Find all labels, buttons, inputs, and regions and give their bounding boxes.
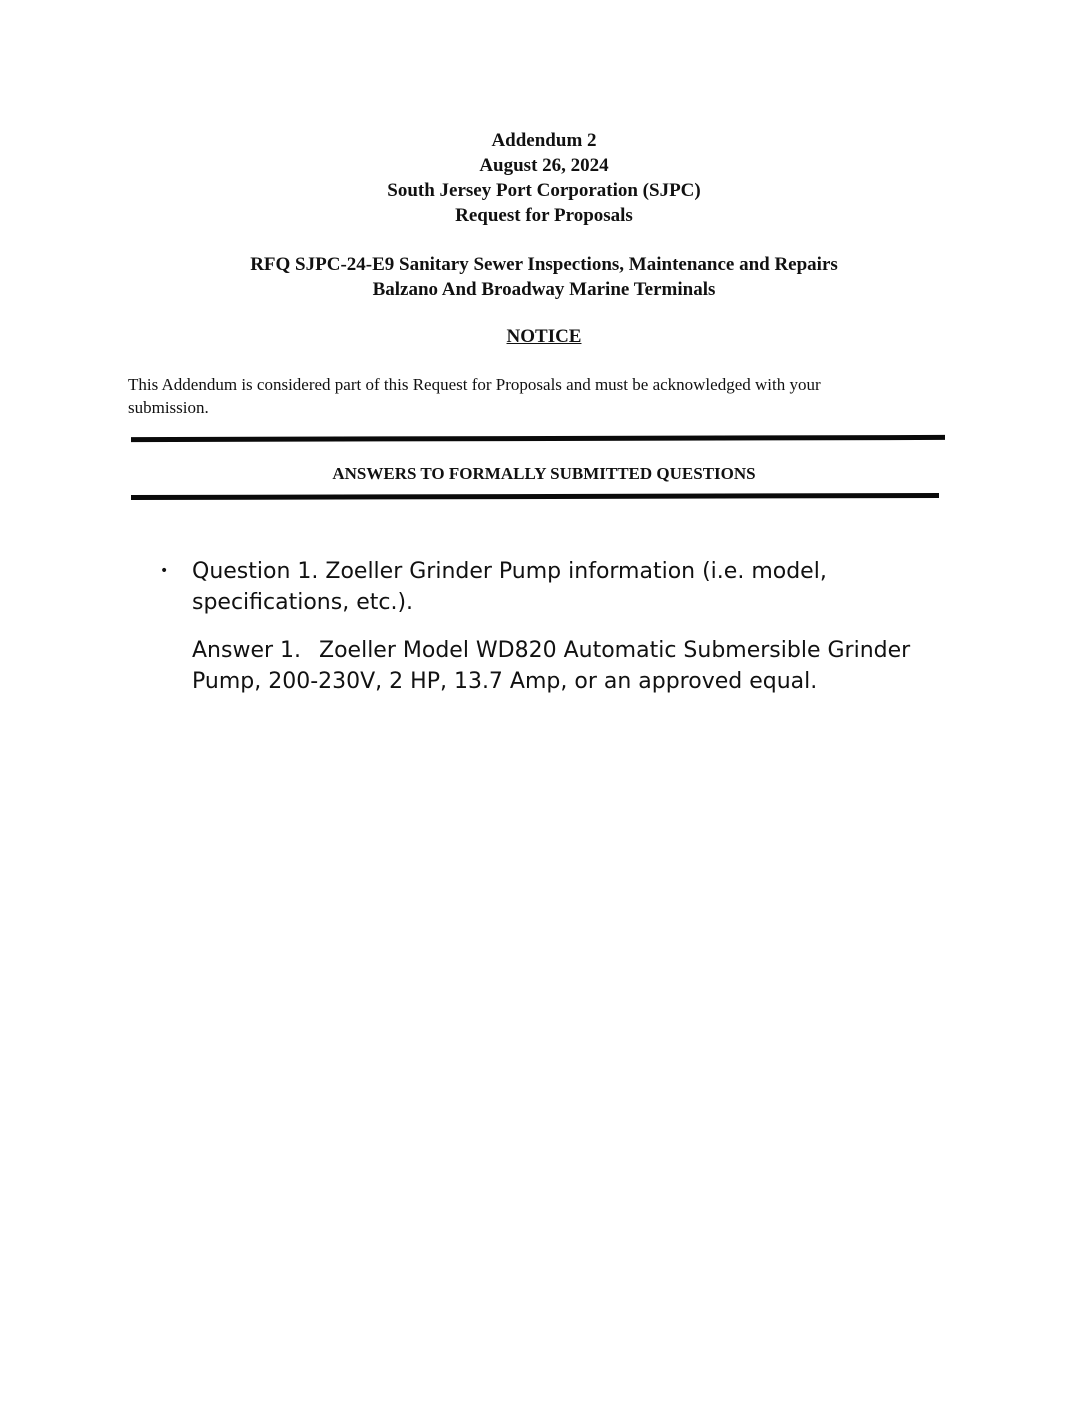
answer-1 [192, 635, 920, 697]
notice-text [128, 373, 948, 419]
addendum-date: August 26, 2024 [479, 155, 609, 176]
divider-bottom [131, 493, 939, 500]
rfq-title-line-1: RFQ SJPC-24-E9 Sanitary Sewer Inspections, Maintenance and Repairs [250, 254, 838, 275]
notice-text-line-2: submission. [128, 398, 209, 417]
qa-list-item [160, 556, 920, 697]
addendum-number: Addendum 2 [491, 130, 597, 151]
document-type: Request for Proposals [455, 205, 633, 226]
answer-1-label: Answer 1. [192, 638, 302, 663]
question-1-line-1: Question 1. Zoeller Grinder Pump information (i.e. model, [192, 559, 827, 584]
organization-name: South Jersey Port Corporation (SJPC) [387, 180, 701, 201]
rfq-title-line-2: Balzano And Broadway Marine Terminals [372, 279, 716, 300]
answer-1-line-2: Pump, 200-230V, 2 HP, 13.7 Amp, or an approved equal. [192, 669, 818, 694]
divider-top [131, 435, 945, 442]
question-1 [192, 556, 920, 618]
answer-1-line-1 [192, 635, 920, 666]
question-1-line-2: specifications, etc.). [192, 590, 414, 615]
answer-1-text-line-1: Zoeller Model WD820 Automatic Submersible Grinder [319, 638, 911, 663]
answers-heading: ANSWERS TO FORMALLY SUBMITTED QUESTIONS [332, 464, 756, 483]
bullet-icon: • [160, 563, 169, 579]
notice-heading: NOTICE [506, 326, 582, 347]
rfq-title [0, 252, 1088, 302]
notice-text-line-1: This Addendum is considered part of this Request for Proposals and must be acknowledged with your [128, 375, 821, 394]
document-header [0, 128, 1088, 228]
